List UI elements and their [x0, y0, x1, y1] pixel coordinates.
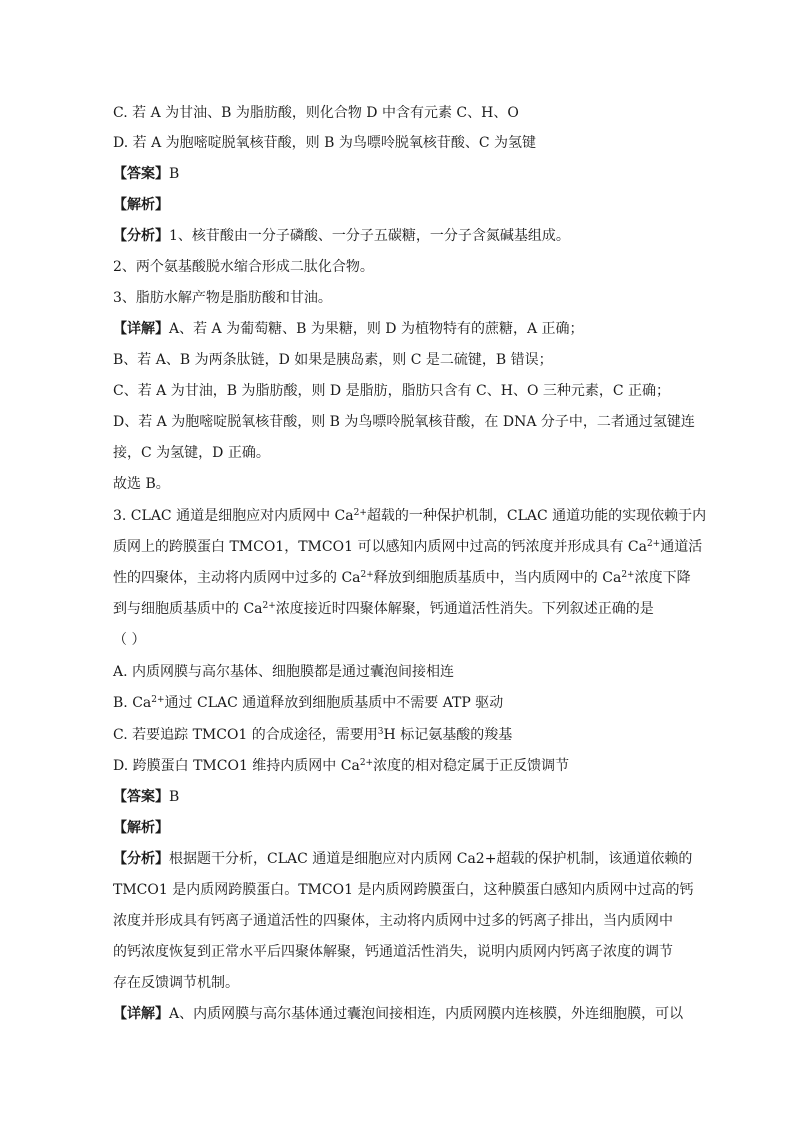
q3-fenxi-line-2: TMCO1 是内质网跨膜蛋白。TMCO1 是内质网跨膜蛋白，这种膜蛋白感知内质网中过高的钙	[113, 882, 694, 898]
q3-detail-line-1: 【详解】A、内质网膜与高尔基体通过囊泡间接相连，内质网膜内连核膜，外连细胞膜，可以	[113, 1006, 684, 1022]
question-3-line-2: 质网上的跨膜蛋白 TMCO1，TMCO1 可以感知内质网中过高的钙浓度并形成具有 $Ca^{2+}$通道活	[113, 539, 703, 555]
question-3-blank: （ ）	[113, 632, 146, 648]
q3-answer-line: 【答案】B	[113, 789, 180, 805]
q3-analysis-heading	[113, 818, 685, 838]
analysis-heading	[113, 195, 685, 215]
q3-fenxi-line-4: 的钙浓度恢复到正常水平后四聚体解聚，钙通道活性消失，说明内质网内钙离子浓度的调节	[113, 944, 673, 960]
question-3-line-4: 到与细胞质基质中的 $Ca^{2+}$浓度接近时四聚体解聚，钙通道活性消失。下列叙述正确的是	[113, 601, 654, 617]
detail-line-b: B、若 A、B 为两条肽链，D 如果是胰岛素，则 C 是二硫键，B 错误；	[113, 352, 553, 368]
q3-fenxi-line-3: 浓度并形成具有钙离子通道活性的四聚体，主动将内质网中过多的钙离子排出，当内质网中	[113, 913, 673, 929]
fenxi-tag: 【分析】	[113, 228, 169, 244]
answer-tag: 【答案】	[113, 166, 169, 182]
option-d-line: D. 若 A 为胞嘧啶脱氧核苷酸，则 B 为鸟嘌呤脱氧核苷酸、C 为氢键	[113, 135, 536, 151]
q3-option-b: B. $Ca^{2+}$通过 CLAC 通道释放到细胞质基质中不需要 ATP 驱动	[113, 695, 504, 711]
q3-option-a: A. 内质网膜与高尔基体、细胞膜都是通过囊泡间接相连	[113, 664, 455, 680]
detail-line-c: C、若 A 为甘油，B 为脂肪酸，则 D 是脂肪，脂肪只含有 C、H、O 三种元素，C 正确；	[113, 383, 671, 399]
q3-answer-tag: 【答案】	[113, 789, 169, 805]
question-3-line-1: 3. CLAC 通道是细胞应对内质网中 $Ca^{2+}$超载的一种保护机制，CLAC 通道功能的实现依赖于内	[113, 508, 707, 524]
fenxi-line: 【分析】1、核苷酸由一分子磷酸、一分子五碳糖，一分子含氮碱基组成。	[113, 228, 570, 244]
option-c-line: C. 若 A 为甘油、B 为脂肪酸，则化合物 D 中含有元素 C、H、O	[113, 105, 519, 121]
q3-fenxi-line-5: 存在反馈调节机制。	[113, 975, 239, 991]
detail-tag: 【详解】	[113, 321, 169, 337]
q3-detail-tag: 【详解】	[113, 1006, 169, 1022]
detail-line-d: D、若 A 为胞嘧啶脱氧核苷酸，则 B 为鸟嘌呤脱氧核苷酸，在 DNA 分子中，二者通过氢键连	[113, 414, 695, 430]
analysis-tag: 【解析】	[113, 197, 169, 213]
fenxi-point-3: 3、脂肪水解产物是脂肪酸和甘油。	[113, 290, 332, 306]
q3-analysis-tag: 【解析】	[113, 820, 169, 836]
detail-line-a: 【详解】A、若 A 为葡萄糖、B 为果糖，则 D 为植物特有的蔗糖，A 正确；	[113, 321, 584, 337]
question-3-line-3: 性的四聚体，主动将内质网中过多的 $Ca^{2+}$释放到细胞质基质中，当内质网中的 $Ca^{2+}$浓度下降	[113, 570, 691, 586]
q3-option-d: D. 跨膜蛋白 TMCO1 维持内质网中 $Ca^{2+}$浓度的相对稳定属于正反馈调节	[113, 758, 570, 774]
q3-fenxi-line-1: 【分析】根据题干分析，CLAC 通道是细胞应对内质网 Ca2+超载的保护机制，该通道依赖的	[113, 851, 693, 867]
q3-fenxi-tag: 【分析】	[113, 851, 169, 867]
detail-line-d-cont: 接，C 为氢键，D 正确。	[113, 445, 270, 461]
fenxi-point-2: 2、两个氨基酸脱水缩合形成二肽化合物。	[113, 259, 374, 275]
choose-line: 故选 B。	[113, 476, 170, 492]
q3-option-c: C. 若要追踪 TMCO1 的合成途径，需要用$^3$H 标记氨基酸的羧基	[113, 727, 513, 743]
answer-line: 【答案】B	[113, 166, 180, 182]
